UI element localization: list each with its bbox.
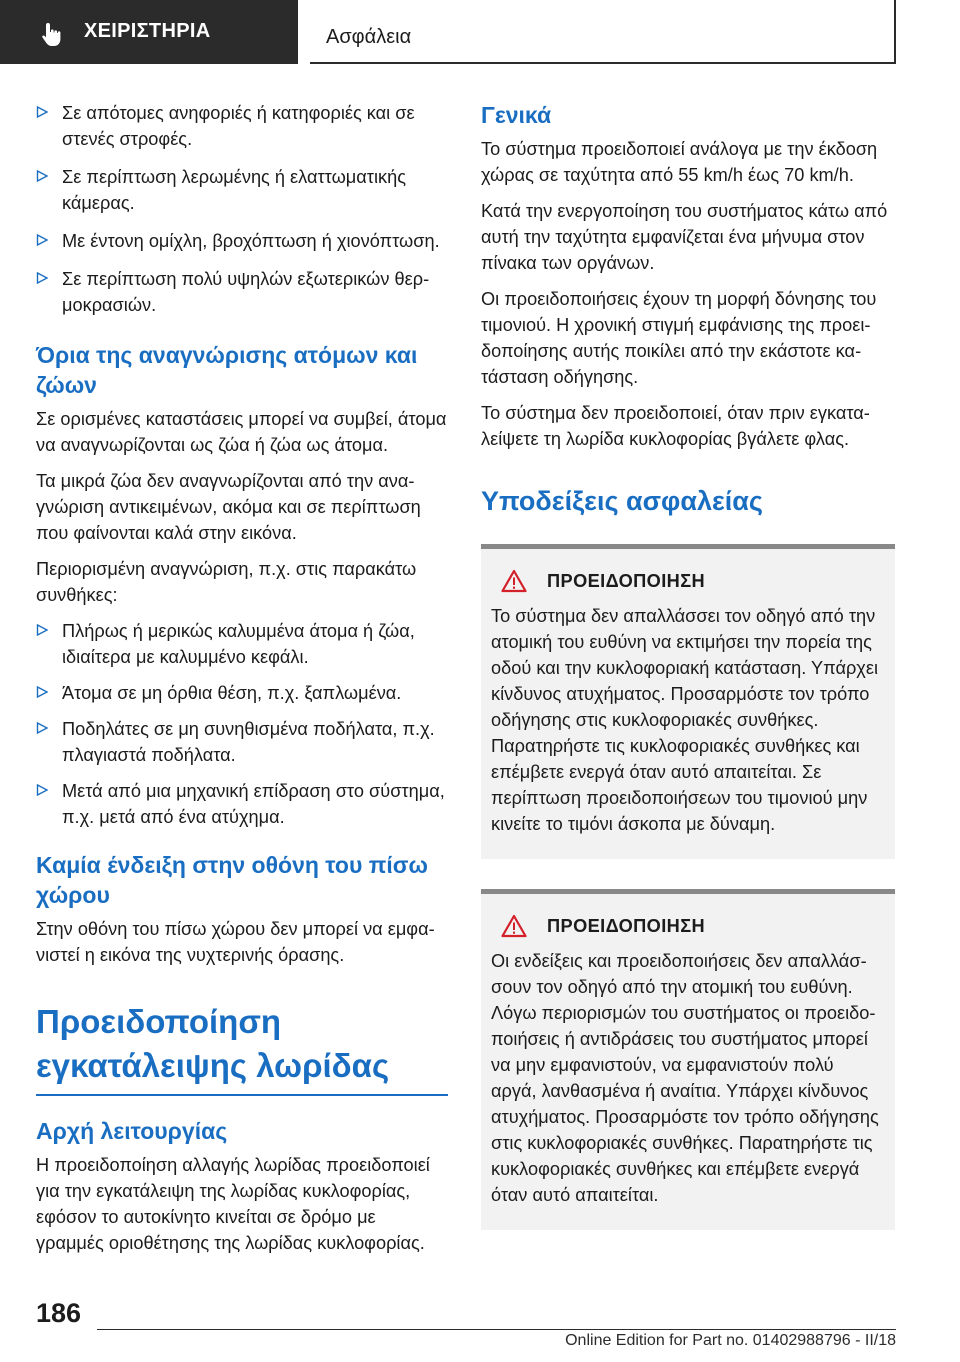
paragraph: Στην οθόνη του πίσω χώρου δεν μπορεί να εμφανιστεί η εικόνα της νυχτερινής όρασης. [36,919,435,965]
list-item: Σε περίπτωση λερωμένης ή ελαττωματικής κάμερας. [36,164,448,216]
paragraph: Οι προειδοποιήσεις έχουν τη μορφή δόνησης του τιμονιού. Η χρονική στιγμή εμφάνισης της προειδοποίησης αυτής ποικίλει από την εκάστοτε κατάσταση οδήγησης. [481,289,877,387]
paragraph: Σε ορισμένες καταστάσεις μπορεί να συμβεί, άτομα να αναγνωρίζονται ως ζώα ή ζώα ως άτομα. [36,409,447,455]
left-column [36,100,448,1266]
bullet-triangle-icon [36,784,48,796]
heading-principle: Αρχή λειτουργίας [36,1118,228,1144]
paragraph: Το σύστημα προειδοποιεί ανάλογα με την έκδοση χώρας σε ταχύτητα από 55 km/h έως 70 km/h. [481,139,878,185]
paragraph: Κατά την ενεργοποίηση του συστήματος κάτω από αυτή την ταχύτητα εμφανίζεται ένα μήνυμα στον πίνακα των οργάνων. [481,201,888,273]
paragraph: Το σύστημα δεν προειδοποιεί, όταν πριν εγκαταλείψετε τη λωρίδα κυκλοφορίας βγάλετε φλας. [481,403,870,449]
bullet-triangle-icon [36,686,48,698]
paragraph: Η προειδοποίηση αλλαγής λωρίδας προειδοποιεί για την εγκατάλειψη της λωρίδας κυκλοφορίας, εφόσον το αυτοκίνητο κινείται σε δρόμο με γραμμές οριοθέτησης της λωρίδας κυκλοφορίας. [36,1155,430,1253]
header-tab [0,0,298,64]
header-section [310,0,896,64]
warning-header [501,914,883,938]
header-tab-label: ΧΕΙΡΙΣΤΗΡΙΑ [84,20,211,42]
list-item: Με έντονη ομίχλη, βροχόπτωση ή χιονόπτωση. [36,228,448,254]
paragraph: Περιορισμένη αναγνώριση, π.χ. στις παρακάτω συνθήκες: [36,559,417,605]
bullet-triangle-icon [36,722,48,734]
warning-title: ΠΡΟΕΙΔΟΠΟΙΗΣΗ [547,570,706,591]
list-item: Άτομα σε μη όρθια θέση, π.χ. ξαπλωμένα. [36,680,448,706]
bullet-triangle-icon [36,234,48,246]
edition-note: Online Edition for Part no. 01402988796 - II/18 [565,1332,896,1349]
list-item: Μετά από μια μηχανική επίδραση στο σύστημα, π.χ. μετά από ένα ατύχημα. [36,778,448,830]
warning-text: Οι ενδείξεις και προειδοποιήσεις δεν απαλλάσσουν τον οδηγό από την ατομική του ευθύνη. Λόγω περιορισμών του συστήματος οι προειδοποιήσεις ή αντιδράσεις του συστήματος μπορεί να μην εμφανιστούν, να εμφανιστούν πολύ αργά, λανθασμένα ή αναίτια. Υπάρχει κίνδυνος ατυχήματος. Προσαρμόστε τον τρόπο οδήγησης στις κυκλοφοριακές συνθήκες. Παρατηρήστε τις κυκλοφοριακές συνθήκες και επέμβετε ενεργά όταν αυτό απαιτείται. [491,951,879,1205]
paragraph: Τα μικρά ζώα δεν αναγνωρίζονται από την αναγνώριση αντικειμένων, ακόμα και σε περίπτωση που φαίνονται καλά στην εικόνα. [36,471,421,543]
bullet-triangle-icon [36,106,48,118]
page-number: 186 [36,1298,82,1328]
heading-limits: Όρια της αναγνώρισης ατόμων και ζώων [36,342,418,398]
list-item: Ποδηλάτες σε μη συνηθισμένα ποδήλατα, π.χ. πλαγιαστά ποδήλατα. [36,716,448,768]
warning-text: Το σύστημα δεν απαλλάσσει τον οδηγό από την ατομική του ευθύνη να εκτιμήσει την πορεία της οδού και την κυκλοφοριακή κατάσταση. Υπάρχει κίνδυνος ατυχήματος. Προσαρμόστε τον τρόπο οδήγησης στις κυκλοφοριακές συνθήκες. Παρατηρήστε τις κυκλοφοριακές συνθήκες και επέμβετε ενεργά όταν αυτό απαιτείται. Σε περίπτωση προειδοποιήσεων του τιμονιού μην κινείτε το τιμόνι άσκοπα με δύναμη. [491,606,879,834]
warning-box [481,544,895,859]
warning-header [501,569,883,593]
bullet-triangle-icon [36,272,48,284]
list-item: Πλήρως ή μερικώς καλυμμένα άτομα ή ζώα, ιδιαίτερα με καλυμμένο κεφάλι. [36,618,448,670]
heading-no-rear-view: Καμία ένδειξη στην οθόνη του πίσω χώρου [36,852,428,908]
section-title: Ασφάλεια [326,26,412,48]
warning-box [481,889,895,1230]
right-column [481,100,895,1230]
bullet-triangle-icon [36,170,48,182]
heading-rule [36,1094,448,1096]
warning-triangle-icon [501,914,527,938]
hand-pointer-icon [38,20,66,48]
list-item: Σε περίπτωση πολύ υψηλών εξωτερικών θερμοκρασιών. [36,266,448,318]
heading-lane-departure: Προειδοποίηση εγκατάλειψης λωρίδας [36,1003,390,1084]
heading-general: Γενικά [481,102,552,128]
warning-triangle-icon [501,569,527,593]
footer-rule [97,1329,896,1330]
list-item: Σε απότομες ανηφοριές ή κατηφοριές και σε στενές στροφές. [36,100,448,152]
bullet-list-limits [36,618,448,830]
bullet-triangle-icon [36,624,48,636]
bullet-list-conditions [36,100,448,318]
heading-safety-notes: Υποδείξεις ασφαλείας [481,486,763,516]
warning-title: ΠΡΟΕΙΔΟΠΟΙΗΣΗ [547,915,706,936]
